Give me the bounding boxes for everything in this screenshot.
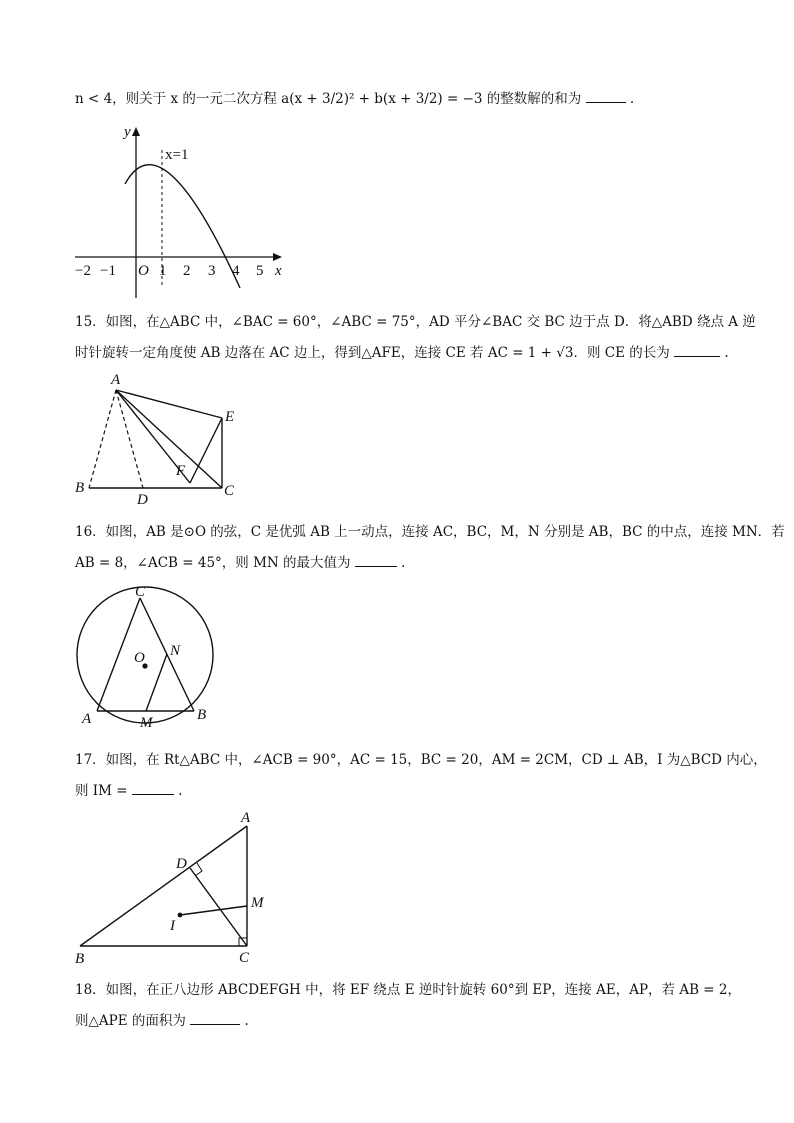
tick-label: 3 xyxy=(208,263,216,279)
y-axis-arrow-icon xyxy=(132,127,140,136)
axis-of-symmetry-label: x=1 xyxy=(165,147,189,163)
point-label: N xyxy=(170,643,181,659)
tick-label: 5 xyxy=(256,263,264,279)
q15-triangle-figure xyxy=(70,368,250,508)
tick-label: 4 xyxy=(232,263,240,279)
q17-right-triangle-figure xyxy=(70,808,270,966)
right-angle-mark-icon xyxy=(195,863,202,876)
point-label: I xyxy=(170,918,175,934)
origin-label: O xyxy=(138,263,149,279)
q18-line2: 则△APE 的面积为 . xyxy=(75,1010,249,1031)
q18-answer-blank[interactable] xyxy=(190,1010,240,1025)
q17-line2: 则 IM = . xyxy=(75,780,182,801)
q15-answer-blank[interactable] xyxy=(674,342,720,357)
q14-equation-text: n < 4，则关于 x 的一元二次方程 a(x + 3/2)² + b(x + 3/2) = −3 的整数解的和为 xyxy=(75,91,582,107)
point-label: B xyxy=(197,707,207,723)
point-label: B xyxy=(75,480,85,496)
point-label: A xyxy=(111,372,121,388)
q15-line1: 15．如图，在△ABC 中，∠BAC = 60°，∠ABC = 75°，AD 平分∠BAC 交 BC 边于点 D．将△ABD 绕点 A 逆 xyxy=(75,314,756,330)
q17-answer-blank[interactable] xyxy=(132,780,174,795)
point-label: F xyxy=(176,463,186,479)
point-label: E xyxy=(225,409,235,425)
q16-answer-blank[interactable] xyxy=(355,552,397,567)
tick-label: −2 xyxy=(75,263,91,279)
q16-circle-figure xyxy=(70,580,220,728)
point-label: M xyxy=(251,895,264,911)
point-label: C xyxy=(224,483,235,499)
q14-parabola-graph xyxy=(70,118,295,303)
q14-answer-blank[interactable] xyxy=(586,88,626,103)
point-label: B xyxy=(75,951,85,966)
point-label: D xyxy=(176,856,187,872)
q17-line1: 17．如图，在 Rt△ABC 中，∠ACB = 90°，AC = 15，BC = 20，AM = 2CM，CD ⊥ AB，I 为△BCD 内心， xyxy=(75,752,767,768)
tick-label: −1 xyxy=(100,263,116,279)
q16-line1: 16．如图，AB 是⊙O 的弦，C 是优弧 AB 上一动点，连接 AC，BC，M，N 分别是 AB，BC 的中点，连接 MN．若 xyxy=(75,524,785,540)
x-axis-label: x xyxy=(275,263,282,279)
tick-label: 2 xyxy=(183,263,191,279)
x-axis-arrow-icon xyxy=(273,253,282,261)
point-label: A xyxy=(82,711,92,727)
point-label: O xyxy=(134,650,145,666)
point-label: C xyxy=(239,950,250,966)
incenter-dot-icon xyxy=(178,913,183,918)
point-label: C xyxy=(135,584,146,600)
point-label: D xyxy=(137,492,148,508)
y-axis-label: y xyxy=(124,124,131,140)
q15-line2: 时针旋转一定角度使 AB 边落在 AC 边上，得到△AFE，连接 CE 若 AC = 1 + √3．则 CE 的长为 . xyxy=(75,342,729,363)
tick-label: 1 xyxy=(159,263,167,279)
q14-text: n < 4，则关于 x 的一元二次方程 a(x + 3/2)² + b(x + 3/2) = −3 的整数解的和为 . xyxy=(75,88,634,109)
q18-line1: 18．如图，在正八边形 ABCDEFGH 中，将 EF 绕点 E 逆时针旋转 60°到 EP，连接 AE，AP，若 AB = 2， xyxy=(75,982,741,998)
point-label: A xyxy=(241,810,251,826)
q16-line2: AB = 8，∠ACB = 45°，则 MN 的最大值为 . xyxy=(75,552,405,573)
point-label: M xyxy=(140,715,153,728)
